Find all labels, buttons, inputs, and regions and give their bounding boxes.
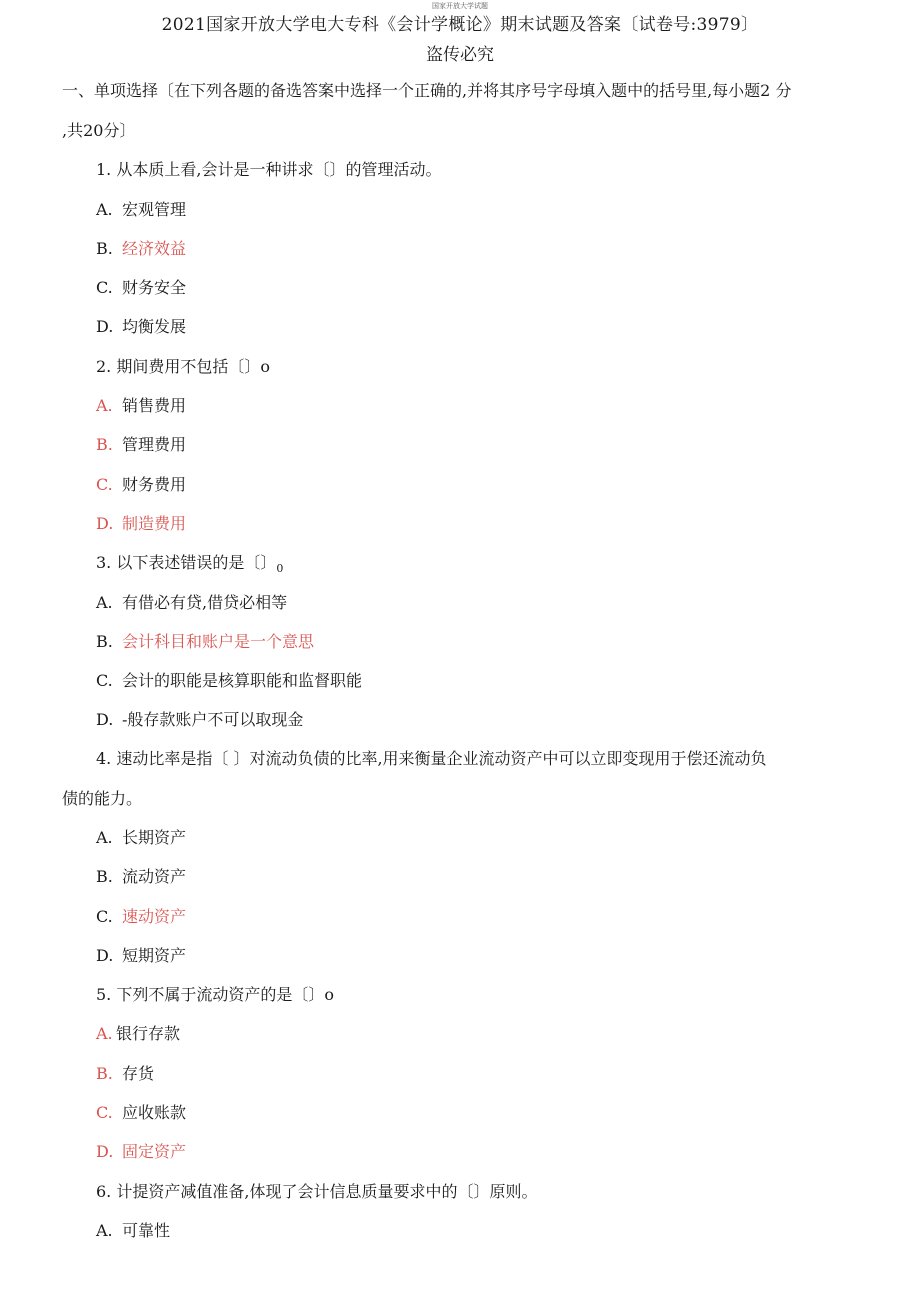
question-1: 1. 从本质上看,会计是一种讲求〔〕的管理活动。 xyxy=(96,160,442,179)
option-text: 长期资产 xyxy=(122,828,187,847)
question-2-option-c xyxy=(96,472,186,495)
option-letter: B. xyxy=(96,632,113,651)
option-letter: D. xyxy=(96,317,114,336)
question-4-continuation: 债的能力。 xyxy=(62,789,143,808)
option-letter: A. xyxy=(96,1221,113,1240)
option-letter: B. xyxy=(96,435,113,454)
question-6-option-a xyxy=(96,1218,170,1241)
option-text: -般存款账户不可以取现金 xyxy=(122,710,304,729)
option-letter: C. xyxy=(96,907,113,926)
question-4-option-c xyxy=(96,904,186,927)
option-text-answer: 固定资产 xyxy=(122,1142,187,1161)
question-3-option-d xyxy=(96,707,303,730)
question-5-option-b xyxy=(96,1061,154,1084)
question-3-option-a xyxy=(96,590,287,613)
question-1-option-d xyxy=(96,314,186,337)
option-text: 可靠性 xyxy=(122,1221,171,1240)
option-letter: B. xyxy=(96,867,113,886)
question-2-option-b xyxy=(96,432,186,455)
question-4-option-b xyxy=(96,864,186,887)
option-letter: D. xyxy=(96,514,114,533)
option-letter: D. xyxy=(96,1142,114,1161)
option-letter: A. xyxy=(96,1024,113,1043)
question-1-option-b xyxy=(96,236,186,259)
question-3-option-b xyxy=(96,629,314,652)
question-4: 4. 速动比率是指〔 〕对流动负债的比率,用来衡量企业流动资产中可以立即变现用于偿还流动负 xyxy=(96,749,767,768)
option-text: 存货 xyxy=(122,1064,155,1083)
option-text: 会计的职能是核算职能和监督职能 xyxy=(122,671,363,690)
option-text-answer: 速动资产 xyxy=(122,907,187,926)
question-5: 5. 下列不属于流动资产的是〔〕o xyxy=(96,985,334,1004)
option-letter: A. xyxy=(96,396,113,415)
option-text: 均衡发展 xyxy=(122,317,187,336)
question-2: 2. 期间费用不包括〔〕o xyxy=(96,357,270,376)
section-heading-line1: 一、单项选择〔在下列各题的备选答案中选择一个正确的,并将其序号字母填入题中的括号里,每小题2 分 xyxy=(62,81,792,100)
option-letter: B. xyxy=(96,239,113,258)
question-2-option-a xyxy=(96,393,186,416)
option-letter: C. xyxy=(96,475,113,494)
question-1-option-a xyxy=(96,197,186,220)
header-note: 国家开放大学试题 xyxy=(432,2,488,10)
section-heading-line2: ,共20分〕 xyxy=(62,121,136,140)
option-letter: C. xyxy=(96,278,113,297)
option-text: 财务安全 xyxy=(122,278,187,297)
question-6: 6. 计提资产减值准备,体现了会计信息质量要求中的〔〕原则。 xyxy=(96,1182,538,1201)
option-text-answer: 会计科目和账户是一个意思 xyxy=(122,632,315,651)
option-text: 管理费用 xyxy=(122,435,187,454)
question-3 xyxy=(96,550,283,575)
option-text-answer: 经济效益 xyxy=(122,239,187,258)
option-text: 短期资产 xyxy=(122,946,187,965)
option-text: 销售费用 xyxy=(122,396,187,415)
option-letter: D. xyxy=(96,946,114,965)
option-text: 应收账款 xyxy=(122,1103,187,1122)
option-text: 宏观管理 xyxy=(122,200,187,219)
question-4-option-a xyxy=(96,825,186,848)
option-letter: C. xyxy=(96,1103,113,1122)
option-letter: C. xyxy=(96,671,113,690)
option-text: 财务费用 xyxy=(122,475,187,494)
question-5-option-d xyxy=(96,1139,186,1162)
question-2-option-d xyxy=(96,511,186,534)
question-1-option-c xyxy=(96,275,186,298)
option-letter: A. xyxy=(96,200,113,219)
option-text-answer: 制造费用 xyxy=(122,514,187,533)
question-3-suffix: 0 xyxy=(276,562,284,576)
question-3-text: 3. 以下表述错误的是〔〕 xyxy=(96,553,277,572)
option-text: 流动资产 xyxy=(122,867,187,886)
option-letter: A. xyxy=(96,593,113,612)
option-text: 有借必有贷,借贷必相等 xyxy=(122,593,288,612)
option-letter: A. xyxy=(96,828,113,847)
option-letter: D. xyxy=(96,710,114,729)
question-4-option-d xyxy=(96,943,186,966)
question-5-option-a xyxy=(96,1021,180,1044)
document-subtitle: 盗传必究 xyxy=(426,45,494,65)
option-text: 银行存款 xyxy=(116,1024,181,1043)
question-5-option-c xyxy=(96,1100,186,1123)
question-3-option-c xyxy=(96,668,362,691)
document-title: 2021国家开放大学电大专科《会计学概论》期末试题及答案〔试卷号:3979〕 xyxy=(161,15,759,35)
option-letter: B. xyxy=(96,1064,113,1083)
